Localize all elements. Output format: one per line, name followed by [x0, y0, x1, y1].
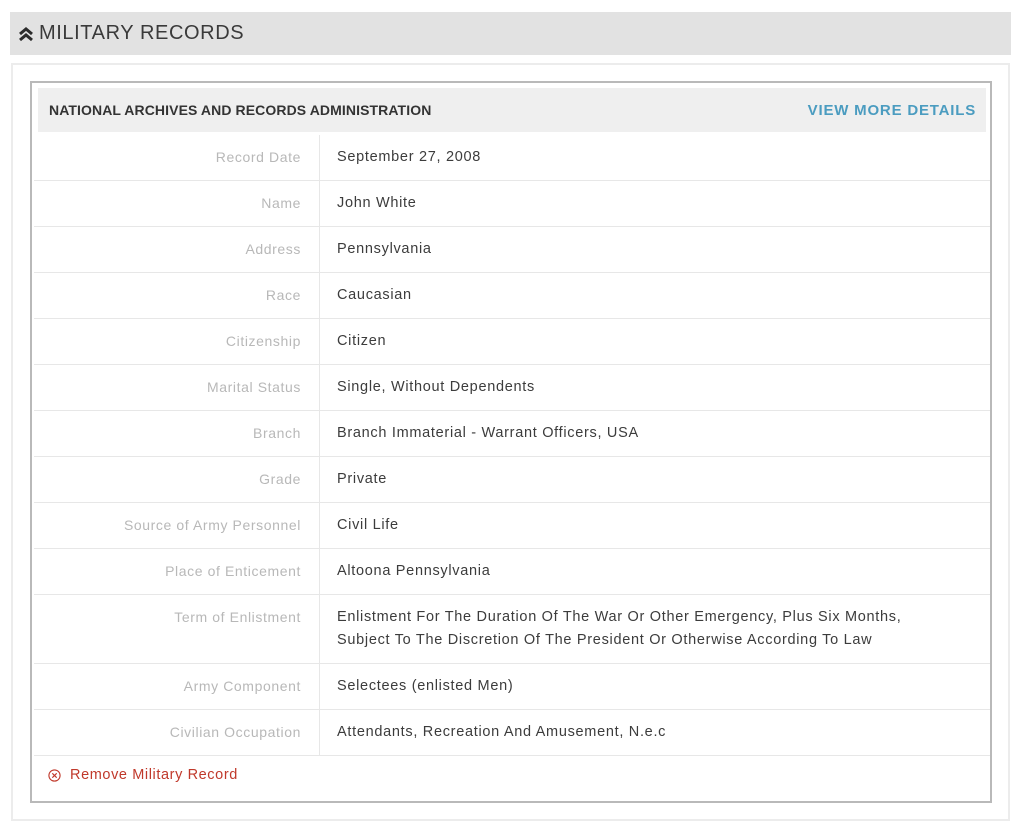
field-value: Civil Life [337, 517, 399, 533]
field-value: Branch Immaterial - Warrant Officers, USA [337, 425, 639, 441]
field-value: Attendants, Recreation And Amusement, N.e.c [337, 724, 667, 740]
field-row-record-date [34, 135, 990, 181]
field-value: Private [337, 471, 388, 487]
field-value: Caucasian [337, 287, 412, 303]
record-fields-table [34, 135, 990, 756]
field-value: Selectees (enlisted Men) [337, 678, 514, 694]
field-label: Branch [34, 411, 320, 456]
field-label: Term of Enlistment [34, 595, 320, 663]
section-title: MILITARY RECORDS [39, 22, 245, 44]
field-row-citizenship [34, 319, 990, 365]
remove-military-record-button[interactable] [48, 767, 238, 783]
field-value-line: Enlistment For The Duration Of The War Or Other Emergency, Plus Six Months, [337, 609, 902, 625]
field-label: Name [34, 181, 320, 226]
field-row-marital-status [34, 365, 990, 411]
field-label: Civilian Occupation [34, 710, 320, 755]
military-record-card [30, 81, 992, 803]
field-row-race [34, 273, 990, 319]
record-card-header [38, 88, 986, 132]
field-value [320, 595, 990, 663]
field-label: Race [34, 273, 320, 318]
view-more-details-link[interactable]: VIEW MORE DETAILS [807, 101, 976, 119]
field-value: Citizen [337, 333, 387, 349]
field-value: John White [337, 195, 417, 211]
remove-military-record-label: Remove Military Record [70, 767, 238, 783]
field-value: September 27, 2008 [337, 149, 481, 165]
field-row-branch [34, 411, 990, 457]
field-row-name [34, 181, 990, 227]
field-row-civilian-occupation [34, 710, 990, 756]
field-label: Place of Enticement [34, 549, 320, 594]
field-row-army-component [34, 664, 990, 710]
field-row-source-of-army-personnel [34, 503, 990, 549]
field-label: Record Date [34, 135, 320, 180]
field-label: Citizenship [34, 319, 320, 364]
chevron-double-up-icon[interactable] [17, 25, 35, 43]
field-value-line: Subject To The Discretion Of The President Or Otherwise According To Law [337, 632, 873, 648]
field-label: Marital Status [34, 365, 320, 410]
field-row-place-of-enticement [34, 549, 990, 595]
field-row-grade [34, 457, 990, 503]
field-row-address [34, 227, 990, 273]
section-header-military-records[interactable] [10, 12, 1011, 55]
field-label: Army Component [34, 664, 320, 709]
circle-x-icon [48, 769, 61, 782]
field-value: Altoona Pennsylvania [337, 563, 491, 579]
field-value: Single, Without Dependents [337, 379, 535, 395]
field-row-term-of-enlistment [34, 595, 990, 664]
agency-name: NATIONAL ARCHIVES AND RECORDS ADMINISTRATION [49, 102, 432, 118]
field-label: Address [34, 227, 320, 272]
field-value: Pennsylvania [337, 241, 432, 257]
field-label: Grade [34, 457, 320, 502]
field-label: Source of Army Personnel [34, 503, 320, 548]
